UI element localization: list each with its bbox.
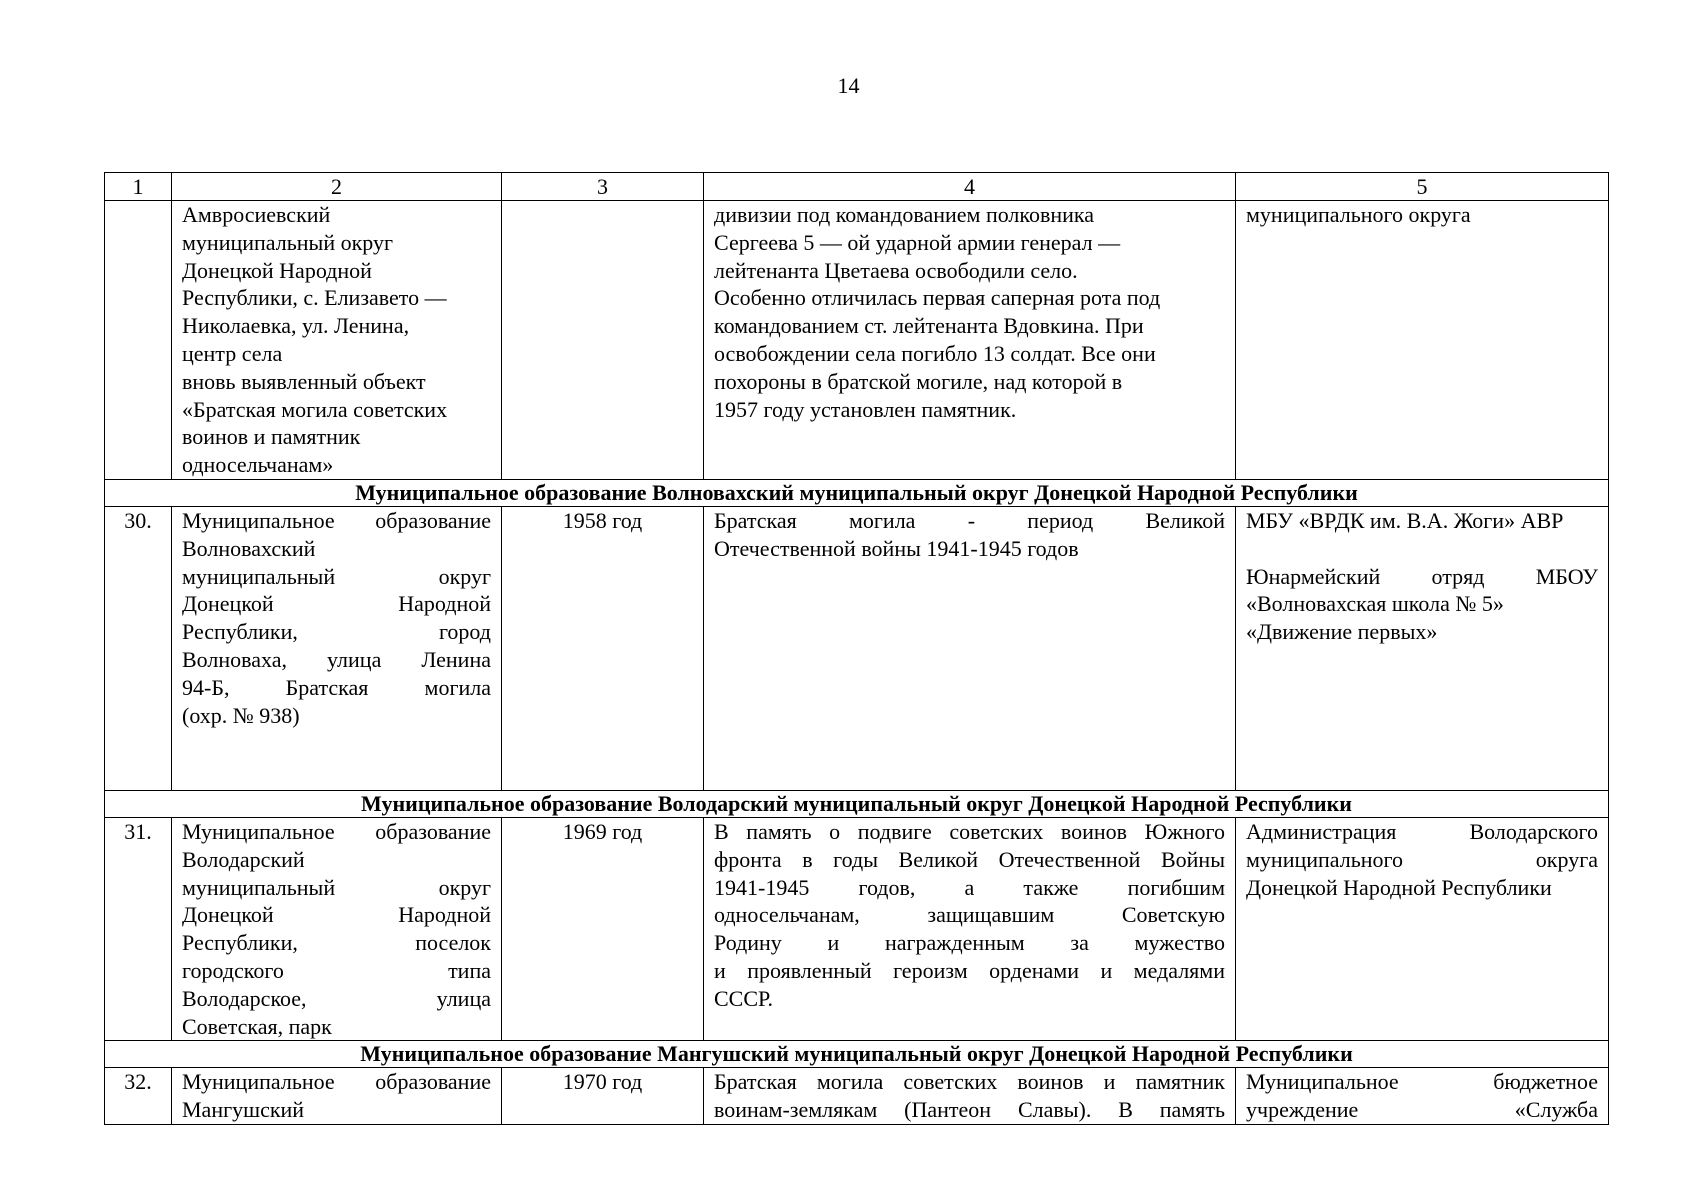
header-col-4: 4 xyxy=(704,173,1236,201)
location-cell xyxy=(172,1068,502,1125)
year-cell: 1958 год xyxy=(502,506,704,790)
responsible-line: Юнармейский отряд МБОУ xyxy=(1246,563,1598,589)
location-line: Муниципальное образование xyxy=(182,1069,491,1095)
location-cell xyxy=(172,506,502,790)
row-number: 32. xyxy=(105,1068,172,1125)
location-cell: Амвросиевский муниципальный округ Донецкой Народной Республики, с. Елизавето — Николаевка, ул. Ленина, центр села вновь выявленный объект «Братская могила советских воинов и памятник односельчанам» xyxy=(172,201,502,480)
description-line: СССР. xyxy=(714,985,774,1011)
page-number: 14 xyxy=(837,73,860,98)
responsible-cell xyxy=(1236,1068,1609,1125)
table-row xyxy=(105,1068,1609,1125)
year-cell: 1970 год xyxy=(502,1068,704,1125)
location-cell xyxy=(172,817,502,1040)
location-line: Республики, город xyxy=(182,619,491,645)
description-cell xyxy=(704,1068,1236,1125)
description-cell xyxy=(704,506,1236,790)
header-col-5: 5 xyxy=(1236,173,1609,201)
section-heading: Муниципальное образование Володарский муниципальный округ Донецкой Народной Республики xyxy=(105,790,1609,817)
location-line: Володарский xyxy=(182,846,305,872)
section-heading: Муниципальное образование Волновахский муниципальный округ Донецкой Народной Республики xyxy=(105,479,1609,506)
location-line: Донецкой Народной xyxy=(182,591,491,617)
location-line: Муниципальное образование xyxy=(182,507,491,533)
responsible-line: Донецкой Народной Республики xyxy=(1246,874,1552,900)
location-line: Донецкой Народной xyxy=(182,902,491,928)
description-cell: дивизии под командованием полковника Сергеева 5 — ой ударной армии генерал — лейтенанта Цветаева освободили село. Особенно отличилась первая саперная рота под командованием ст. лейтенанта Вдовкина. При освобождении села погибло 13 солдат. Все они похороны в братской могиле, над которой в 1957 году установлен памятник. xyxy=(704,201,1236,480)
table-row xyxy=(105,817,1609,1040)
description-line: односельчанам, защищавшим Советскую xyxy=(714,902,1225,928)
row-number: 30. xyxy=(105,506,172,790)
row-number-cell xyxy=(105,201,172,480)
monuments-table xyxy=(104,172,1609,1125)
description-line: В память о подвиге советских воинов Южного xyxy=(714,818,1225,844)
location-line: 94-Б, Братская могила xyxy=(182,674,491,700)
header-col-3: 3 xyxy=(502,173,704,201)
description-line: воинам-землякам (Пантеон Славы). В память xyxy=(714,1097,1225,1123)
year-cell: 1969 год xyxy=(502,817,704,1040)
table-row-continued xyxy=(105,201,1609,480)
responsible-line: «Движение первых» xyxy=(1246,619,1438,645)
responsible-text: МБУ «ВРДК им. В.А. Жоги» АВР xyxy=(1246,507,1564,533)
description-line: и проявленный героизм орденами и медалями xyxy=(714,957,1225,983)
section-heading-row xyxy=(105,1041,1609,1068)
location-line: Республики, поселок xyxy=(182,930,491,956)
description-line: фронта в годы Великой Отечественной Войны xyxy=(714,846,1225,872)
location-line: городского типа xyxy=(182,957,491,983)
location-line: Советская, парк xyxy=(182,1013,332,1039)
location-line: муниципальный округ xyxy=(182,563,491,589)
section-heading-row xyxy=(105,790,1609,817)
location-line: Володарское, улица xyxy=(182,985,491,1011)
table-header-row xyxy=(105,173,1609,201)
header-col-2: 2 xyxy=(172,173,502,201)
section-heading-row xyxy=(105,479,1609,506)
section-heading: Муниципальное образование Мангушский муниципальный округ Донецкой Народной Республики xyxy=(105,1041,1609,1068)
year-cell xyxy=(502,201,704,480)
responsible-line: учреждение «Служба xyxy=(1246,1097,1598,1123)
responsible-line: «Волновахская школа № 5» xyxy=(1246,591,1504,617)
responsible-line: Администрация Володарского xyxy=(1246,818,1598,844)
location-line: Волноваха, улица Ленина xyxy=(182,646,491,672)
responsible-cell xyxy=(1236,506,1609,790)
description-cell xyxy=(704,817,1236,1040)
responsible-line: Муниципальное бюджетное xyxy=(1246,1069,1598,1095)
description-line: 1941-1945 годов, а также погибшим xyxy=(714,874,1225,900)
responsible-cell xyxy=(1236,817,1609,1040)
header-col-1: 1 xyxy=(105,173,172,201)
table-row xyxy=(105,506,1609,790)
description-line: Братская могила - период Великой xyxy=(714,507,1225,533)
location-line: Муниципальное образование xyxy=(182,818,491,844)
location-line: Волновахский xyxy=(182,535,316,561)
responsible-line: муниципального округа xyxy=(1246,846,1598,872)
location-line: (охр. № 938) xyxy=(182,702,300,728)
description-line: Братская могила советских воинов и памятник xyxy=(714,1069,1225,1095)
description-line: Родину и награжденным за мужество xyxy=(714,930,1225,956)
row-number: 31. xyxy=(105,817,172,1040)
location-line: муниципальный округ xyxy=(182,874,491,900)
location-line: Мангушский xyxy=(182,1097,305,1123)
description-line: Отечественной войны 1941-1945 годов xyxy=(714,535,1079,561)
responsible-cell: муниципального округа xyxy=(1236,201,1609,480)
